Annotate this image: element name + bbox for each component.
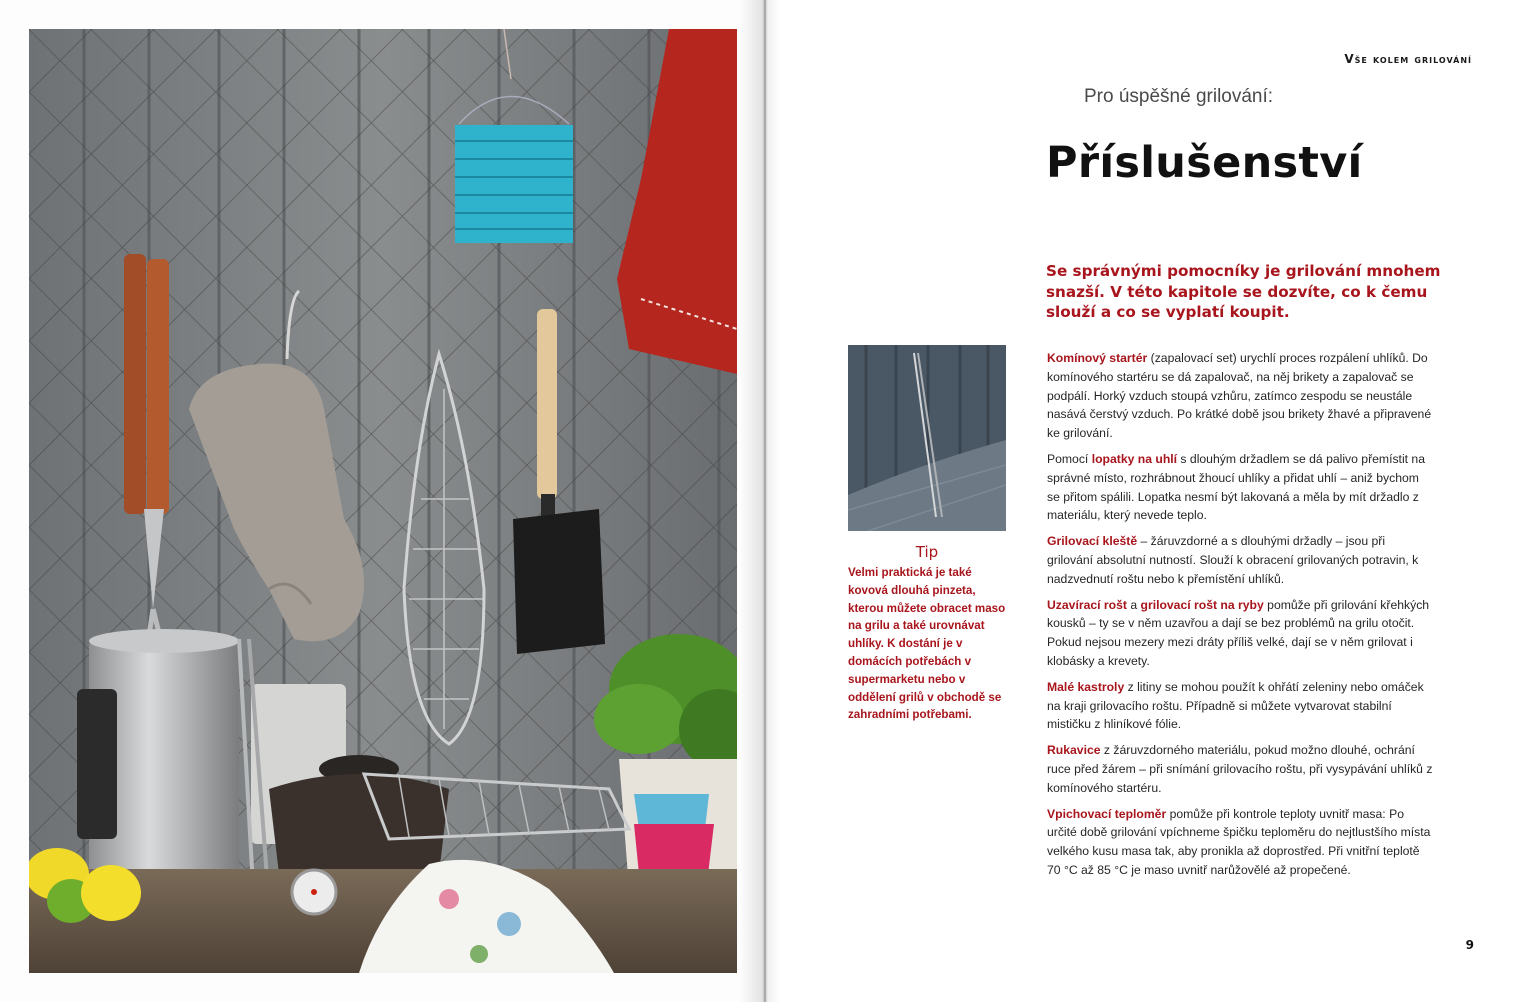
keyword: Grilovací kleště bbox=[1047, 534, 1138, 549]
paragraph-gloves: Rukavice z žáruvzdorného materiálu, pokud možno dlouhé, ochrání ruce před žárem – při snímání grilovacího roštu, při vysypávání uhlíků z komínového startéru. bbox=[1047, 743, 1433, 795]
right-page bbox=[766, 0, 1532, 1002]
paragraph-coal-shovel: Pomocí lopatky na uhlí s dlouhým držadlem se dá palivo přemístit na správné místo, rozhrábnout žhoucí uhlíky a přidat uhlí – aniž bychom se přitom spálili. Lopatka nesmí být lakovaná a měla by mít držadlo z materiálu, který nevede teplo. bbox=[1047, 451, 1425, 523]
keyword: Uzavírací rošt bbox=[1047, 597, 1127, 612]
keyword: Komínový startér bbox=[1047, 351, 1148, 365]
keyword: Malé kastroly bbox=[1047, 679, 1125, 694]
paragraph-grill-baskets: Uzavírací rošt a grilovací rošt na ryby pomůže při grilování křehkých kousků – ty se v něm uzavřou a dají se bez problémů na grilu otočit. Pokud nejsou mezery mezi dráty příliš velké, dají se v něm grilovat i klobásky a krevety. bbox=[1047, 597, 1430, 668]
tip-text: Velmi praktická je také kovová dlouhá pinzeta, kterou můžete obracet maso na grilu a také urovnávat uhlíky. K dostání je v domácích potřebách v supermarketu nebo v oddělení grilů v obchodě se zahradními potřebami. bbox=[848, 566, 1006, 722]
keyword: Vpichovací teploměr bbox=[1047, 806, 1167, 821]
keyword: lopatky na uhlí bbox=[1091, 451, 1178, 466]
keyword: Rukavice bbox=[1047, 743, 1101, 758]
keyword: grilovací rošt na ryby bbox=[1140, 597, 1264, 612]
kicker: Pro úspěšné grilování: bbox=[1084, 86, 1274, 107]
page-number: 9 bbox=[1465, 938, 1474, 952]
paragraph-chimney-starter: Komínový startér (zapalovací set) urychlí proces rozpálení uhlíků. Do komínového startéru se dá zapalovač, na něj brikety a zapalovač se podpálí. Horký vzduch stoupá vzhůru, zatímco zespodu se neustále nasává čerstvý vzduch. Po krátké době jsou brikety žhavé a připravené ke grilování. bbox=[1047, 351, 1432, 441]
tweezers-photo bbox=[848, 345, 1006, 531]
grill-accessories-photo bbox=[29, 29, 737, 973]
paragraph-small-pots: Malé kastroly z litiny se mohou použít k ohřátí zeleniny nebo omáček na kraji grilovacího roštu. Případně si můžete vytvarovat stabilní mističku z hliníkové fólie. bbox=[1047, 679, 1424, 732]
body-column bbox=[1047, 349, 1433, 887]
left-page bbox=[0, 0, 764, 1002]
tip-title: Tip bbox=[915, 543, 939, 561]
running-head: Vše kolem grilování bbox=[1344, 52, 1472, 66]
page-title: Příslušenství bbox=[1046, 138, 1363, 188]
paragraph-grill-tongs: Grilovací kleště – žáruvzdorné a s dlouhými držadly – jsou při grilování absolutní nutností. Slouží k obracení grilovaných potravin, k nadzvednutí roštu nebo k přemístění uhlíků. bbox=[1047, 534, 1419, 586]
paragraph-thermometer: Vpichovací teploměr pomůže při kontrole teploty uvnitř masa: Po určité době grilování vpíchneme špičku teploměru do nejtlustšího místa velkého kusu masa tak, aby pronikla až doprostřed. Při vnitřní teplotě 70 °C až 85 °C je maso uvnitř narůžovělé až propečené. bbox=[1047, 806, 1431, 877]
lead-paragraph: Se správnými pomocníky je grilování mnohem snazší. V této kapitole se dozvíte, co k čemu slouží a co se vyplatí koupit. bbox=[1046, 262, 1441, 321]
